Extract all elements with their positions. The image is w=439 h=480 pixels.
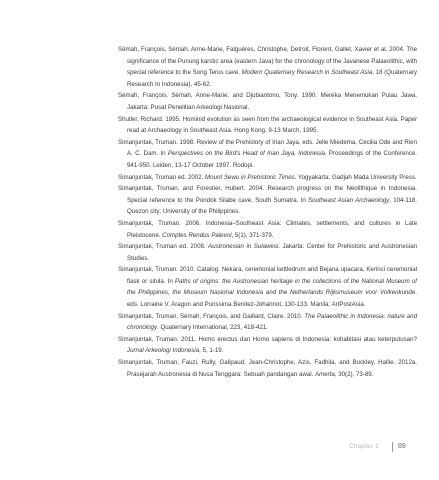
reference-entry xyxy=(118,183,417,218)
reference-text: Simanjuntak, Truman ed. 2008. xyxy=(118,243,209,251)
page-number: 89 xyxy=(392,442,406,452)
reference-title-italic: Southeast Asian Archaeology xyxy=(308,196,390,204)
reference-text: , 5, 1-19. xyxy=(199,347,224,355)
reference-text: Simanjuntak, Truman ed. 2002. xyxy=(118,173,206,181)
reference-title-italic: Mount Sewu in Prehistoric Times xyxy=(205,173,295,181)
reference-entry xyxy=(118,357,417,380)
reference-text: , 30(2), 73-89. xyxy=(334,370,374,378)
reference-text: Simanjuntak, Truman, and Forestier, Hubert. 2004. Research progress on the Neolithique in Indonesia. Special reference to the Pondok Silabe cave, South Sumatra. In xyxy=(118,185,417,204)
reference-title-italic: Comptes Rendus Palevol xyxy=(162,231,232,239)
reference-text: Simanjuntak, Truman. 2011. Homo erectus dan Homo sapiens di Indonesia: kohabitasi atau keterputusan? xyxy=(118,335,417,343)
reference-title-italic: Amerta xyxy=(315,370,335,378)
reference-title-italic: Modern Quaternary Research in Southeast Asia xyxy=(241,69,373,77)
reference-entry xyxy=(118,172,417,184)
chapter-label: Chapter 1 xyxy=(349,443,379,450)
reference-title-italic: The Palaeolithic in Indonesia: nature and chronology xyxy=(127,312,418,332)
reference-text: , 5(1), 371-379. xyxy=(231,231,274,239)
reference-text: Shutler, Richard. 1995. Hominid evolution as seen from the archaeological evidence in Southeast Asia. Paper read at Archaeology in Southeast Asia. Hong Kong. 9-13 March, 1995. xyxy=(118,115,417,135)
reference-text: Sémah, François, Sémah, Anne-Marie, and Djubiantono, Tony. 1990. Mereka Menemukan Pulau Jawa. Jakarta: Pusat Penelitian Arkeologi Nasional. xyxy=(118,92,417,111)
reference-entry xyxy=(118,311,417,334)
reference-entry xyxy=(118,44,417,90)
reference-text: Sémah, François, Sémah, Anne-Marie, Falguères, Christophe, Detroit, Florent, Gallet, Xavier et al. 2004. The significance of the Punung karstic area (eastern Java) for the chronology of the Javanese Palaeolithic, with special reference to the Song Terus cave. xyxy=(118,46,417,77)
reference-list xyxy=(118,44,417,380)
reference-text: . Quaternary International, 223, 418-421. xyxy=(157,324,268,332)
reference-entry xyxy=(118,137,417,172)
reference-text: . eds. Lorraine V. Aragon and Purissima Benitez-Johannot, 130-133. Manila: ArtPostAsia. xyxy=(127,289,417,309)
reference-text: . Yogyakarta: Gadjah Mada University Press. xyxy=(294,173,417,181)
reference-text: , 104-118. Quezon city: University of the Philippines. xyxy=(127,196,417,216)
reference-entry xyxy=(118,264,417,310)
reference-entry xyxy=(118,218,417,241)
reference-text: . Jakarta: Center for Prehistoric and Austronesian Studies. xyxy=(127,243,418,262)
reference-text: Simanjuntak, Truman, Fauzi, Rully, Galipaud, Jean-Christophe, Azis, Fadhila, and Buckley, Hallie. 2012a. Prasejarah Austronesia di Nusa Tenggara: Sebuah pandangan awal. xyxy=(118,359,417,378)
reference-entry xyxy=(118,241,417,264)
reference-title-italic: Paths of origins: the Austronesian heritage in the collections of the National Museum of the Philippines, the Museum Nasional Indonesia and the Netherlands Rijksmuseum voor Volkenkunde xyxy=(127,277,418,297)
reference-title-italic: Perspectives on the Bird's Head of Irian Jaya, Indonesia xyxy=(167,150,325,158)
reference-text: Simanjuntak, Truman. 2006. Indonesia–Southeast Asia: Climates, settlements, and cultures in Late Pleistocene. xyxy=(118,219,417,239)
reference-text: . Proceedings of the Conference. 941-950. Leiden, 13-17 October 1997. Rodopi. xyxy=(127,150,418,169)
reference-title-italic: Austronesian in Sulawesi xyxy=(208,243,279,251)
reference-text: Simanjuntak, Truman. 1998. Review of the Prehistory of Irian Jaya. eds. Jelle Miedema, Cecilia Ode and Rien A. C. Dam. In xyxy=(118,138,417,158)
reference-title-italic: Jurnal Arkeologi Indonesia xyxy=(127,347,200,355)
reference-entry xyxy=(118,334,417,357)
reference-entry xyxy=(118,90,417,113)
reference-text: Simanjuntak, Truman. 2010. Catalog: Nekara, ceremonial kettledrum and Bejana upacara, Kerinci ceremonial flask or situla. In xyxy=(118,266,417,285)
reference-entry xyxy=(118,114,417,137)
reference-text: Simanjuntak, Truman, Sémah, François, and Gaillard, Claire. 2010. xyxy=(118,312,305,320)
page-footer xyxy=(0,441,439,455)
reference-text: , 18 (Quaternary Research In Indonesia), 45-62. xyxy=(127,69,417,88)
